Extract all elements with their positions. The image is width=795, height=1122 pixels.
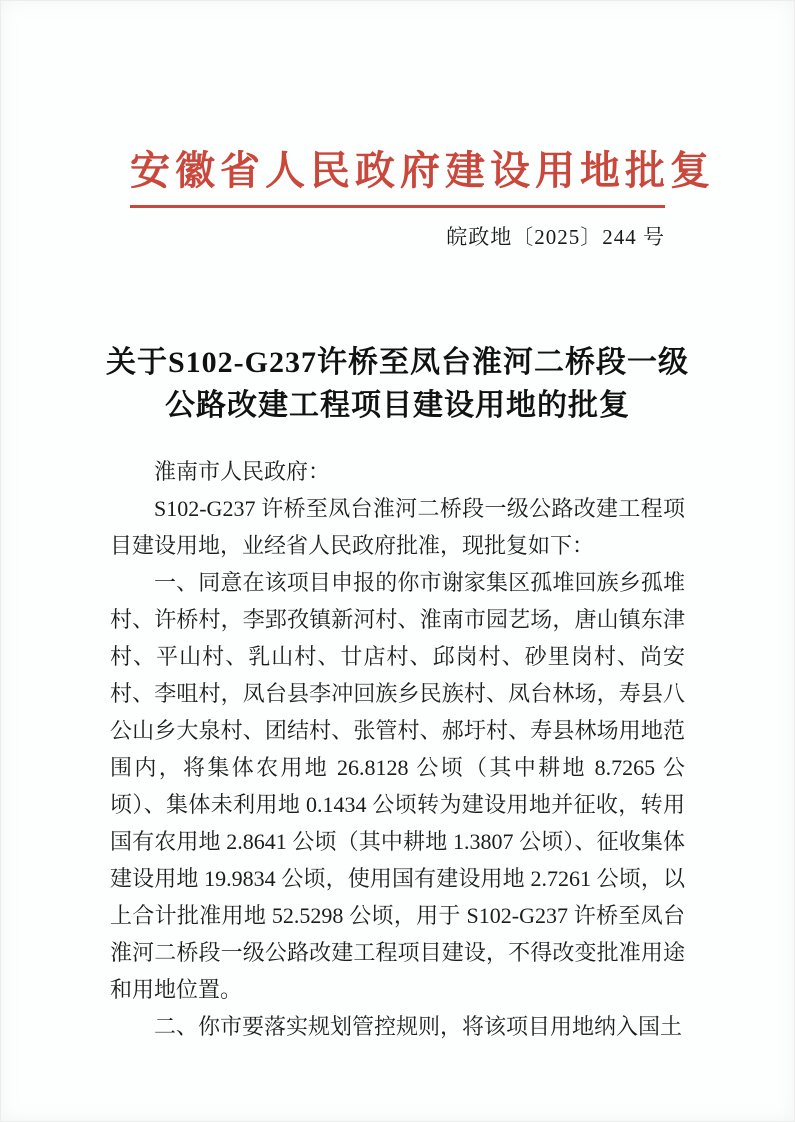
document-title — [0, 341, 795, 427]
document-body — [110, 453, 685, 1045]
document-title-line-2: 公路改建工程项目建设用地的批复 — [165, 389, 630, 422]
body-paragraph-item-1: 一、同意在该项目申报的你市谢家集区孤堆回族乡孤堆村、许桥村，李郢孜镇新河村、淮南市园艺场，唐山镇东津村、平山村、乳山村、廿店村、邱岗村、砂里岗村、尚安村、李咀村，凤台县李冲回族乡民族村、凤台林场，寿县八公山乡大泉村、团结村、张管村、郝圩村、寿县林场用地范围内，将集体农用地 26.8128 公顷（其中耕地 8.7265 公顷）、集体未利用地 0.1434 公顷转为建设用地并征收，转用国有农用地 2.8641 公顷（其中耕地 1.3807 公顷）、征收集体建设用地 19.9834 公顷，使用国有建设用地 2.7261 公顷，以上合计批准用地 52.5298 公顷，用于 S102-G237 许桥至凤台淮河二桥段一级公路改建工程项目建设，不得改变批准用途和用地位置。 — [110, 570, 685, 1002]
letterhead-org-title: 安徽省人民政府建设用地批复 — [130, 148, 715, 193]
body-paragraph-item-2: 二、你市要落实规划管控规则，将该项目用地纳入国土 — [154, 1014, 683, 1039]
document-title-line-1: 关于S102-G237许桥至凤台淮河二桥段一级 — [105, 346, 689, 379]
letterhead-divider-line — [130, 205, 665, 208]
document-number: 皖政地〔2025〕244 号 — [446, 225, 665, 249]
letterhead — [130, 0, 715, 251]
recipient-salutation: 淮南市人民政府： — [154, 459, 331, 484]
body-paragraph-intro: S102-G237 许桥至凤台淮河二桥段一级公路改建工程项目建设用地，业经省人民政府批准，现批复如下： — [110, 496, 685, 558]
